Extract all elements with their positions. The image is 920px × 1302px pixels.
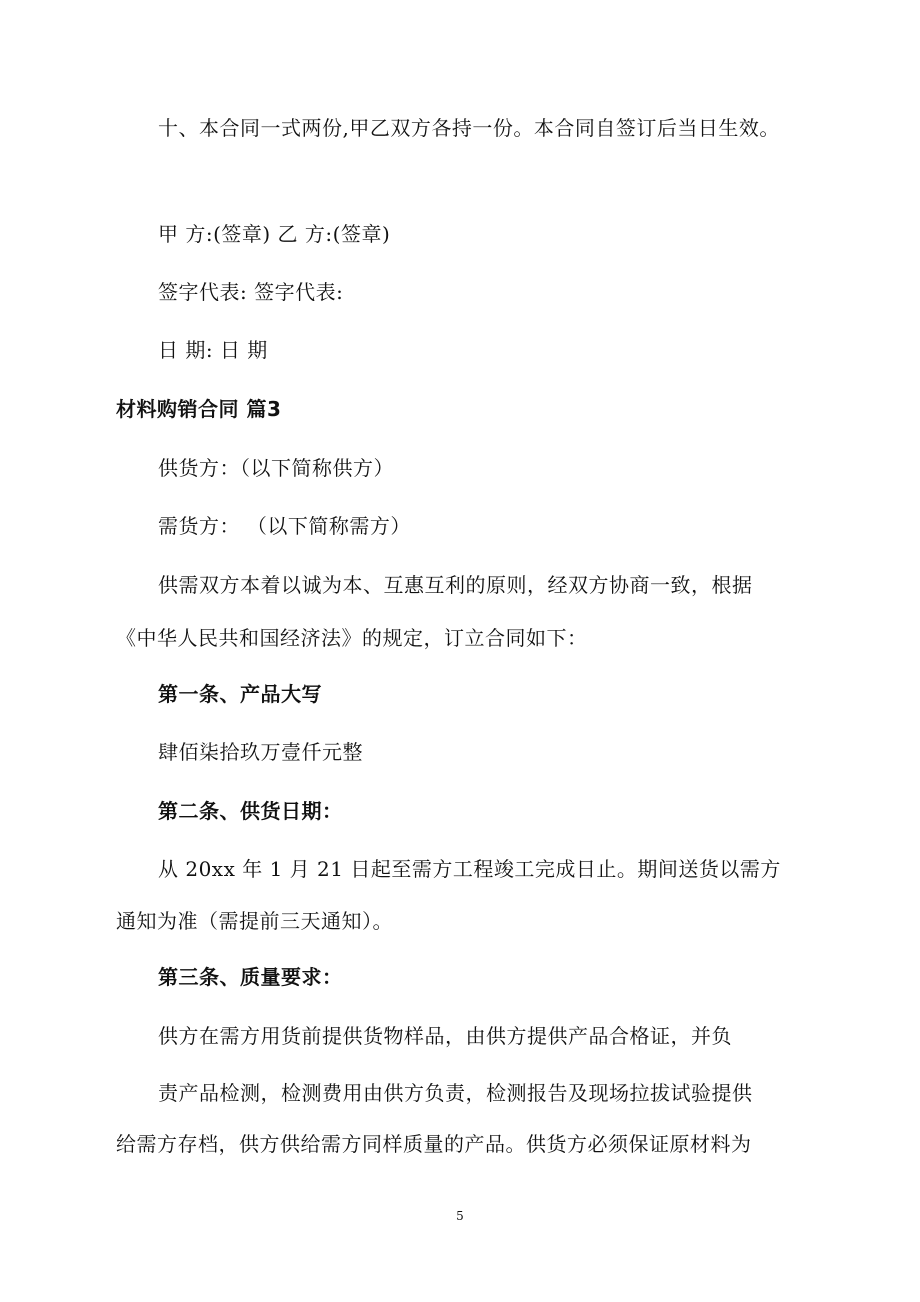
article-2-line-1: 从 20xx 年 1 月 21 日起至需方工程竣工完成日止。期间送货以需方: [158, 857, 781, 881]
article-2-title: 第二条、供货日期：: [158, 799, 343, 823]
supplier-line: 供货方：（以下简称供方）: [158, 456, 394, 480]
clause-10: 十、本合同一式两份,甲乙双方各持一份。本合同自签订后当日生效。: [158, 116, 780, 140]
article-1-body: 肆佰柒拾玖万壹仟元整: [158, 740, 363, 764]
intro-paragraph-line-2: 《中华人民共和国经济法》的规定，订立合同如下：: [116, 626, 588, 650]
article-3-title: 第三条、质量要求：: [158, 965, 343, 989]
intro-paragraph-line-1: 供需双方本着以诚为本、互惠互利的原则，经双方协商一致，根据: [158, 573, 753, 597]
article-2-line-2: 通知为准（需提前三天通知）。: [116, 909, 393, 933]
article-3-line-1: 供方在需方用货前提供货物样品，由供方提供产品合格证，并负: [158, 1024, 732, 1048]
section-title: 材料购销合同 篇3: [116, 397, 282, 421]
article-3-line-3: 给需方存档，供方供给需方同样质量的产品。供货方必须保证原材料为: [116, 1132, 752, 1156]
signature-dates: 日 期: 日 期: [158, 338, 268, 362]
buyer-line: 需货方： （以下简称需方）: [158, 514, 411, 538]
article-1-title: 第一条、产品大写: [158, 682, 322, 706]
page-number: 5: [456, 1209, 464, 1223]
signature-parties: 甲 方:(签章) 乙 方:(签章): [158, 222, 391, 246]
article-3-line-2: 责产品检测，检测费用由供方负责，检测报告及现场拉拔试验提供: [158, 1081, 753, 1105]
signature-representatives: 签字代表: 签字代表:: [158, 280, 344, 304]
